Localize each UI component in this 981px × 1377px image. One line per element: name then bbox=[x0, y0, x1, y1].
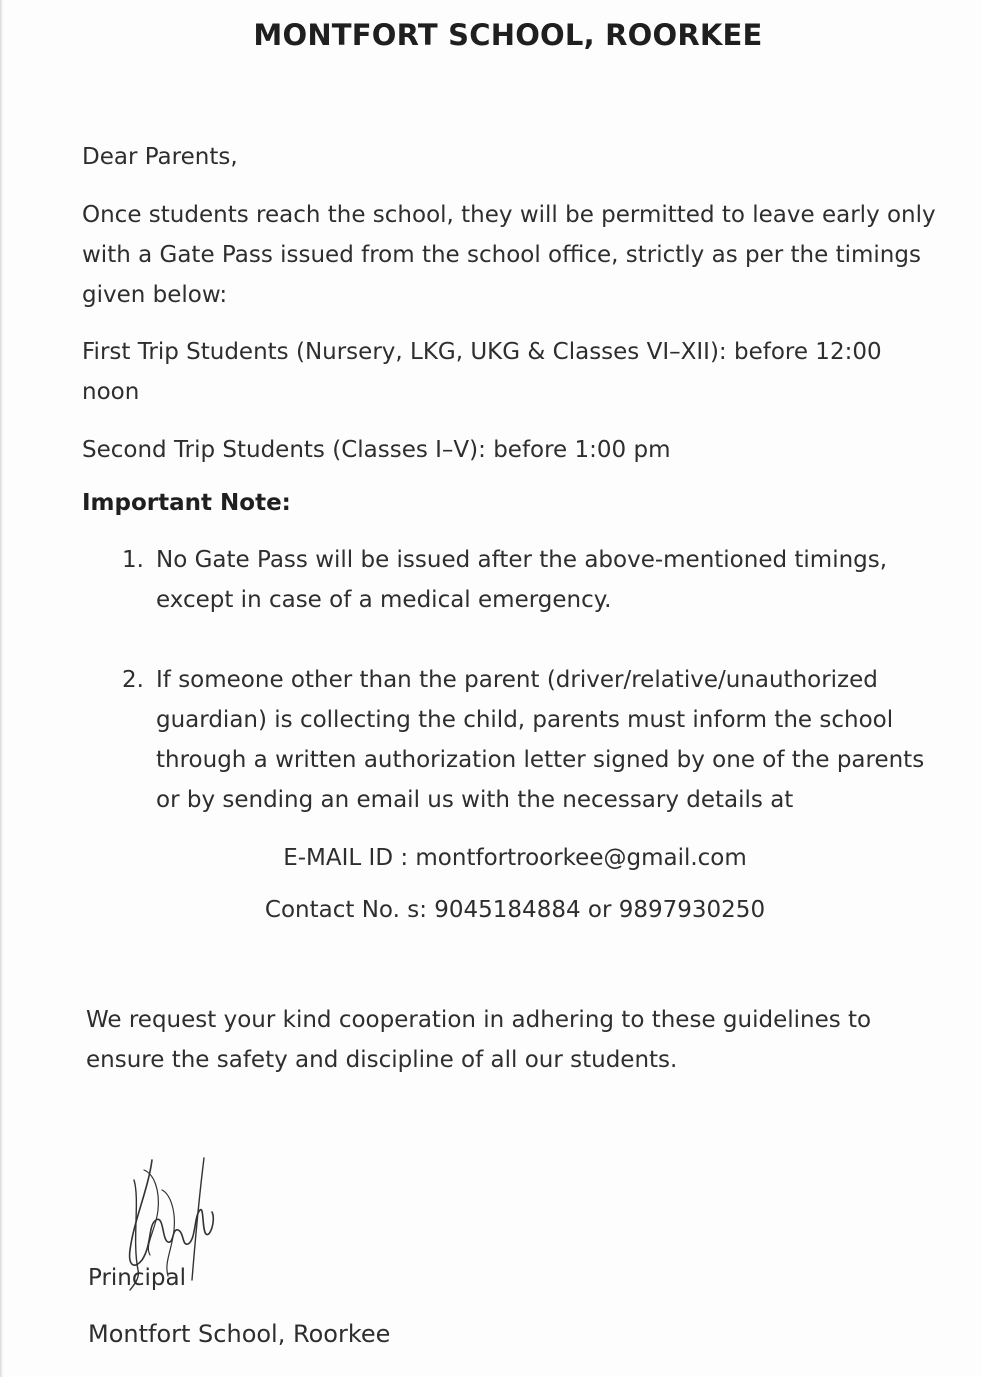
second-trip-timing: Second Trip Students (Classes I–V): before 1:00 pm bbox=[82, 437, 671, 463]
scan-edge-shadow bbox=[0, 0, 3, 1377]
salutation: Dear Parents, bbox=[82, 144, 238, 170]
note-item-text: If someone other than the parent (driver/relative/unauthorized guardian) is collecting the child, parents must inform the school through a written authorization letter signed by one of the parents or by sending an email us with the necessary details at bbox=[156, 667, 925, 813]
important-note-heading: Important Note: bbox=[82, 490, 291, 516]
email-line: E-MAIL ID : montfortroorkee@gmail.com bbox=[283, 845, 747, 871]
closing-paragraph: We request your kind cooperation in adhering to these guidelines to ensure the safety and discipline of all our students. bbox=[86, 1007, 872, 1073]
note-item-number: 1. bbox=[122, 547, 144, 573]
intro-paragraph: Once students reach the school, they will be permitted to leave early only with a Gate Pass issued from the school office, strictly as per the timings given below: bbox=[82, 202, 936, 308]
letter-title: MONTFORT SCHOOL, ROORKEE bbox=[253, 18, 763, 52]
note-item-1 bbox=[122, 540, 942, 620]
note-item-2 bbox=[122, 660, 942, 820]
signatory-organization: Montfort School, Roorkee bbox=[88, 1320, 391, 1348]
contact-numbers-line: Contact No. s: 9045184884 or 9897930250 bbox=[264, 897, 766, 923]
note-item-text: No Gate Pass will be issued after the above-mentioned timings, except in case of a medical emergency. bbox=[156, 547, 888, 613]
note-item-number: 2. bbox=[122, 667, 144, 693]
signatory-role: Principal bbox=[88, 1265, 187, 1291]
first-trip-timing: First Trip Students (Nursery, LKG, UKG & Classes VI–XII): before 12:00 noon bbox=[82, 339, 882, 405]
